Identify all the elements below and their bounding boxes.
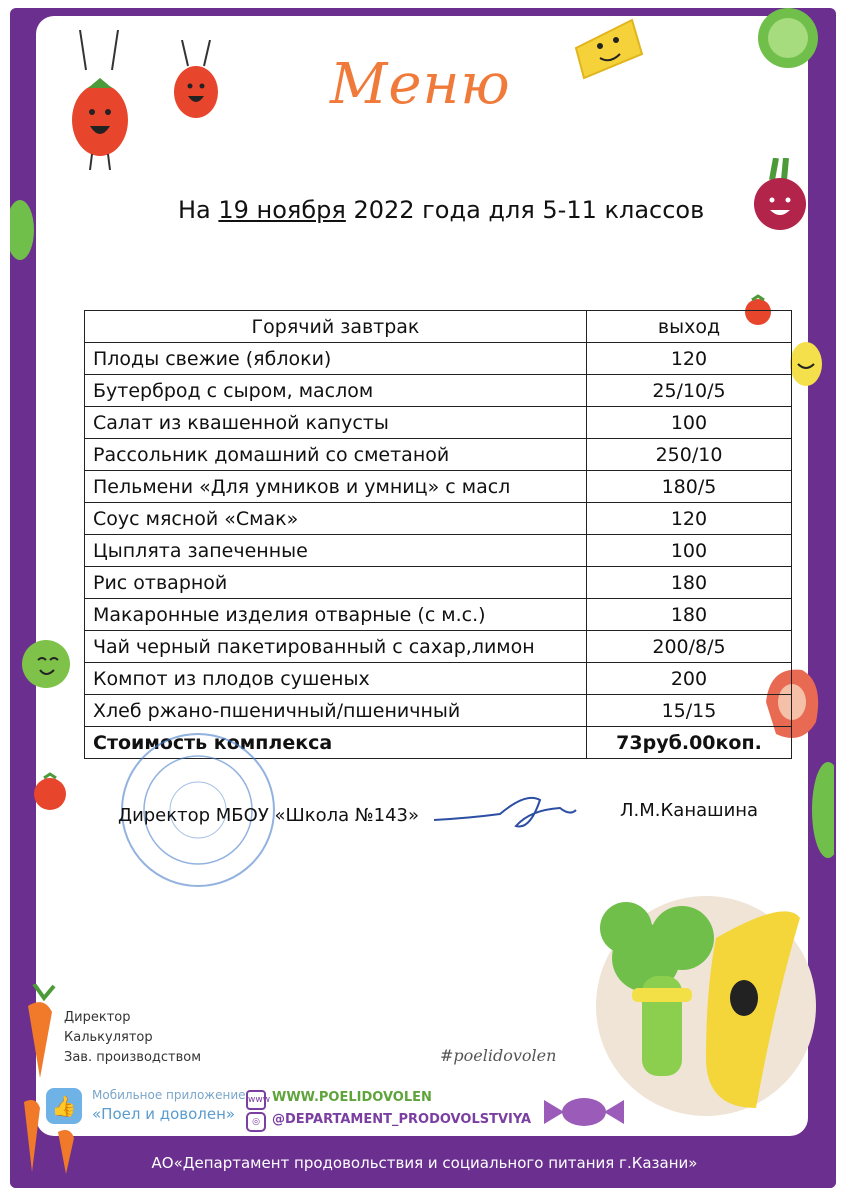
table-row bbox=[85, 663, 792, 695]
table-row bbox=[85, 471, 792, 503]
website-link[interactable]: WWW.POELIDOVOLEN bbox=[272, 1090, 432, 1105]
footer-roles bbox=[64, 1008, 201, 1068]
menu-table bbox=[84, 310, 792, 759]
table-row bbox=[85, 535, 792, 567]
menu-rows bbox=[85, 343, 792, 727]
menu-item-name: Компот из плодов сушеных bbox=[85, 663, 587, 695]
tomato-icon bbox=[60, 30, 140, 170]
table-row bbox=[85, 343, 792, 375]
app-name: «Поел и доволен» bbox=[92, 1105, 236, 1123]
tomato-small-icon bbox=[168, 40, 224, 120]
menu-item-yield: 15/15 bbox=[586, 695, 791, 727]
menu-item-name: Бутерброд с сыром, маслом bbox=[85, 375, 587, 407]
role-director: Директор bbox=[64, 1010, 131, 1025]
menu-item-yield: 100 bbox=[586, 407, 791, 439]
organization-footer: АО«Департамент продовольствия и социального питания г.Казани» bbox=[151, 1154, 698, 1172]
menu-item-yield: 250/10 bbox=[586, 439, 791, 471]
menu-item-name: Рассольник домашний со сметаной bbox=[85, 439, 587, 471]
date-prefix: На bbox=[178, 196, 219, 224]
role-production-manager: Зав. производством bbox=[64, 1050, 202, 1065]
menu-item-name: Макаронные изделия отварные (с м.с.) bbox=[85, 599, 587, 631]
menu-item-yield: 120 bbox=[586, 503, 791, 535]
menu-item-yield: 180/5 bbox=[586, 471, 791, 503]
instagram-link[interactable]: @DEPARTAMENT_PRODOVOLSTVIYA bbox=[272, 1112, 532, 1127]
column-header-meal: Горячий завтрак bbox=[85, 311, 587, 343]
menu-item-name: Цыплята запеченные bbox=[85, 535, 587, 567]
instagram-icon: ◎ bbox=[246, 1112, 266, 1132]
total-label: Стоимость комплекса bbox=[85, 727, 587, 759]
menu-item-yield: 200/8/5 bbox=[586, 631, 791, 663]
cucumber-icon bbox=[744, 8, 830, 74]
table-row bbox=[85, 503, 792, 535]
cheese-icon bbox=[572, 14, 646, 84]
web-icon: www bbox=[246, 1090, 266, 1110]
table-row bbox=[85, 407, 792, 439]
table-row bbox=[85, 599, 792, 631]
date-suffix: 2022 года для 5-11 классов bbox=[345, 196, 705, 224]
table-row bbox=[85, 695, 792, 727]
menu-item-name: Плоды свежие (яблоки) bbox=[85, 343, 587, 375]
page-title: Меню bbox=[330, 52, 511, 117]
menu-item-name: Пельмени «Для умников и умниц» с масл bbox=[85, 471, 587, 503]
carrot-icon bbox=[14, 984, 64, 1080]
lemon-icon bbox=[786, 338, 826, 390]
menu-item-name: Салат из квашенной капусты bbox=[85, 407, 587, 439]
menu-item-name: Соус мясной «Смак» bbox=[85, 503, 587, 535]
leaf-icon bbox=[10, 196, 40, 266]
apple-icon bbox=[18, 630, 74, 690]
app-icon: 👍 bbox=[46, 1088, 82, 1124]
beet-icon bbox=[746, 158, 816, 238]
table-row bbox=[85, 567, 792, 599]
director-position: Директор МБОУ «Школа №143» bbox=[118, 805, 420, 826]
candy-icon bbox=[544, 1090, 624, 1134]
hashtag: #poelidovolen bbox=[440, 1046, 557, 1065]
menu-date: 19 ноября bbox=[218, 196, 346, 224]
app-caption: Мобильное приложение bbox=[92, 1088, 246, 1102]
menu-item-name: Рис отварной bbox=[85, 567, 587, 599]
table-row bbox=[85, 375, 792, 407]
menu-item-yield: 180 bbox=[586, 567, 791, 599]
table-row bbox=[85, 631, 792, 663]
menu-item-name: Хлеб ржано-пшеничный/пшеничный bbox=[85, 695, 587, 727]
menu-item-name: Чай черный пакетированный с сахар,лимон bbox=[85, 631, 587, 663]
table-header-row bbox=[85, 311, 792, 343]
menu-item-yield: 200 bbox=[586, 663, 791, 695]
date-line bbox=[178, 196, 704, 224]
column-header-yield: выход bbox=[586, 311, 791, 343]
table-row bbox=[85, 439, 792, 471]
menu-item-yield: 180 bbox=[586, 599, 791, 631]
menu-item-yield: 120 bbox=[586, 343, 791, 375]
tomato-left-icon bbox=[30, 770, 70, 814]
total-value: 73руб.00коп. bbox=[586, 727, 791, 759]
menu-item-yield: 100 bbox=[586, 535, 791, 567]
director-name: Л.М.Канашина bbox=[620, 800, 759, 821]
menu-item-yield: 25/10/5 bbox=[586, 375, 791, 407]
signature bbox=[430, 790, 580, 840]
leaf-right-icon bbox=[808, 760, 834, 860]
role-calculator: Калькулятор bbox=[64, 1030, 153, 1045]
